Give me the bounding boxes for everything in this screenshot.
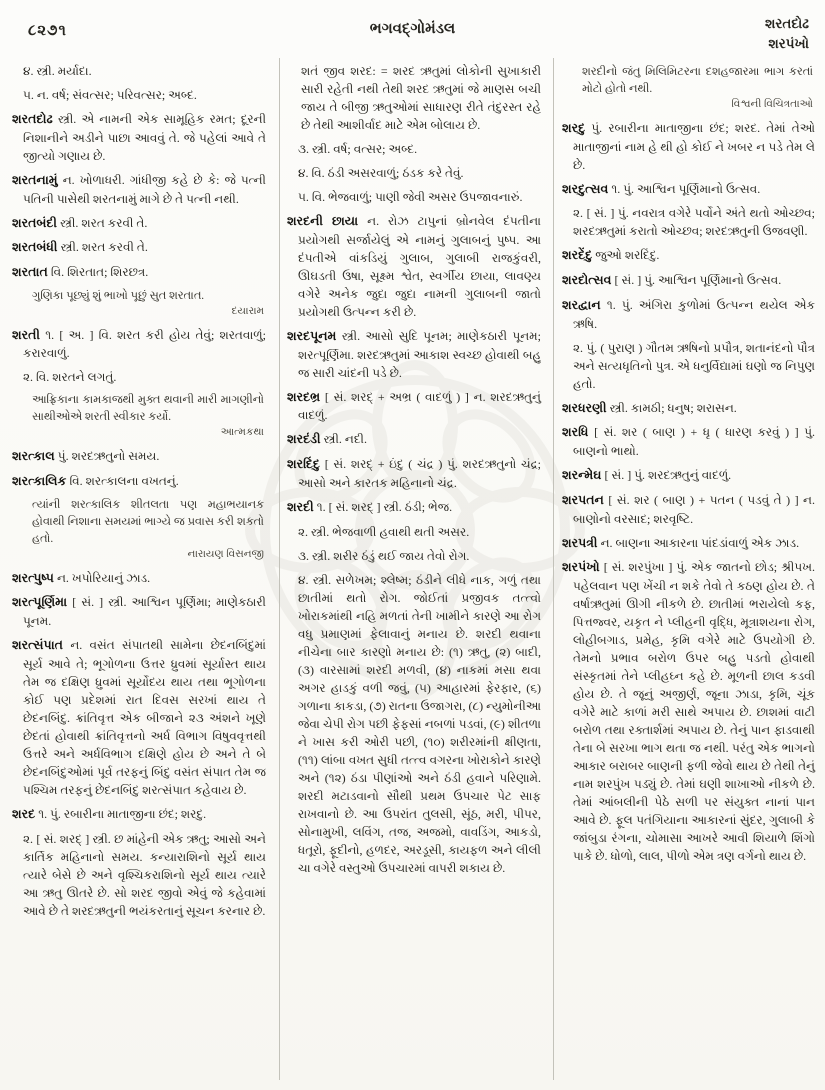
citation-quote: ત્યાંની શરત્કાલિક શીતલતા પણ મહાભયાનક હોવાથી નિશાના સમયમાં ભાગ્યે જ પ્રવાસ કરી શકતો હતો. <box>32 498 264 545</box>
entry-headword: શરતી <box>12 327 46 342</box>
dictionary-entry <box>562 466 815 485</box>
entry-body: વિ. શિરતાત; શિરછત્ર. <box>50 265 149 279</box>
sense-item: ૨. વિ. શરતને લગતું. <box>23 370 117 385</box>
dictionary-entry <box>562 119 815 174</box>
entry-body: ૧. પું. અંગિરા કુળોમાં ઉત્પન્ન થયેલ એક ઋષિ. <box>573 297 815 331</box>
dictionary-entry <box>562 271 815 290</box>
entry-body: ન. ખોળાધરી. ગાંધીજી કહે છે કે: જે પત્ની પતિની પાસેથી શરતનામું માગે છે તે પત્ની નથી. <box>23 172 266 206</box>
entry-body: ન. ખપોરિયાનું ઝાડ. <box>56 570 151 585</box>
entry-body: જુઓ શરદિંદુ. <box>595 248 660 263</box>
entry-headword: શરદેંદુ <box>562 248 596 263</box>
dictionary-entry <box>287 327 541 382</box>
entry-headword: શરધરણી <box>562 400 610 415</box>
text-columns <box>8 62 819 1084</box>
sense-item: ૩. સ્ત્રી. વર્ષ; વત્સર; અબ્દ. <box>298 142 418 156</box>
sense-item: ૨. સ્ત્રી. ભેજવાળી હવાથી થતી અસર. <box>298 524 470 539</box>
entry-headword: શરદુ <box>562 120 592 135</box>
dictionary-entry <box>12 636 266 799</box>
sense-item: ૪. વિ. ઠંડી અસરવાળું; ઠંડક કરે તેવું. <box>298 166 464 180</box>
entry-body: સ્ત્રી. શરત કરવી તે. <box>60 240 148 255</box>
dictionary-entry <box>287 455 541 492</box>
entry-body: [ સં. શરપુંખા ] પું. એક જાતનો છોડ; શ્રીપખ. પહેલવાન પણ ખેંચી ન શકે તેવો તે કઠણ હોય છે. તે વર્ષાઋતુમાં ઊગી નીકળે છે. છાતીમાં ભરાયેલો કફ, પિત્તજ્વર, યકૃત ને પ્લીહની વૃદ્ધિ, મૂત્રાશયના રોગ, લોહીબગાડ, પ્રમેહ, કૃમિ વગેરે માટે ઉપયોગી છે. તેમનો પ્રભાવ બરોળ ઉપર બહુ પડતો હોવાથી સંસ્કૃતમાં તેને પ્લીહઘ્ન કહે છે. મૂળની છાલ કડવી હોય છે. તે જૂનું અજીર્ણ, જૂના ઝાડા, કૃમિ, ચૂંક વગેરે માટે કાળાં મરી સાથે અપાય છે. છાશમાં વાટી બરોળ તથા રક્તાર્શમાં અપાય છે. તેનું પાન ફાડવાથી તેના બે સરખા ભાગ થતા જ નથી. પરંતુ એક ભાગનો આકાર બરાબર બાણની ફળી જેવો થાય છે તેથી તેનું નામ શરપુંખ પડ્યું છે. તેમાં ઘણી શાખાઓ નીકળે છે. તેમાં આંબલીની પેઠે સળી પર સંયુક્ત નાનાં પાન આવે છે. ફૂલ પતંગિયાના આકારનાં સુંદર, ગુલાબી કે જાંબુડા રંગના, ચોમાસા આખરે આવી શિયાળે શિંગો પાકે છે. ધોળો, લાલ, પીળો એમ ત્રણ વર્ગનો થાય છે. <box>573 560 815 864</box>
dictionary-entry <box>12 238 266 257</box>
citation-quote: ગુણિકા પૂછ્યું શું ભાખો પૂછું સુત શરતાત. <box>32 289 205 302</box>
dictionary-entry <box>12 805 266 824</box>
entry-headword: શરતબંધી <box>12 240 61 255</box>
citation-source: નારાયણ વિસનજી <box>187 548 264 560</box>
sense-item: ૫. વિ. ભેજવાળું; પાણી જેવી અસર ઉપજાવનારું. <box>298 190 523 204</box>
entry-headword: શરપત્રી <box>562 535 601 550</box>
entry-headword: શરત્કાલિક <box>12 474 70 489</box>
dictionary-entry <box>562 534 815 553</box>
entry-headword: શરદ્વાન <box>562 297 607 312</box>
entry-body: ૧. [ સં. શરદ્ ] સ્ત્રી. ઠંડી; ભેજ. <box>316 499 453 514</box>
entry-body: [ સં. શર ( બાણ ) + ધૃ ( ધારણ કરવું ) ] પું. બાણનો ભાથો. <box>573 425 815 459</box>
entry-body: ન. વસંત સંપાતથી સામેના છેદનબિંદુમાં સૂર્ય આવે તે; ભૂગોળના ઉત્તર ધ્રુવમાં સૂર્યાસ્ત થાય તેમ જ દક્ષિણ ધ્રુવમાં સૂર્યોદય થાય તથા ભૂગોળના કોઈ પણ પ્રદેશમાં રાત દિવસ સરખાં થાય તે છેદનબિંદુ. ક્રાંતિવૃત્ત એક બીજાને ૨૩ અંશને ખૂણે છેદતાં હોવાથી ક્રાંતિવૃત્તનો અર્ધ વિભાગ વિષુવવૃત્તથી ઉત્તરે અને અર્ધવિભાગ દક્ષિણે હોય છે અને તે બે છેદનબિંદુઓમાં પૂર્વ તરફનું બિંદુ વસંત સંપાત તેમ જ પશ્ચિમ તરફનું છેદનબિંદુ શરત્સંપાત કહેવાય છે. <box>23 638 266 797</box>
page-number: ૮૨૭૧ <box>28 23 67 39</box>
entry-headword: શરદંડી <box>287 432 324 447</box>
citation-source: વિશ્વની વિચિત્રતાઓ <box>731 98 813 110</box>
dictionary-entry <box>287 388 541 425</box>
sense-item: ૫. ન. વર્ષ; સંવત્સર; પરિવત્સર; અબ્દ. <box>23 88 197 102</box>
dictionary-entry <box>562 296 815 333</box>
dictionary-entry <box>12 326 266 363</box>
entry-body: [ સં. ] પું. શરદઋતુનું વાદળું. <box>604 468 732 483</box>
citation-quote: શરદીનો જંતુ મિલિમિટરના દશહજારમા ભાગ કરતાં મોટો હોતો નથી. <box>582 66 813 95</box>
dictionary-entry <box>12 171 266 208</box>
citation-block <box>32 288 264 318</box>
dictionary-entry <box>12 569 266 588</box>
dictionary-entry <box>562 180 815 199</box>
entry-body: [ સં. ] પું. આશ્વિન પૂર્ણિમાનો ઉત્સવ. <box>614 273 782 288</box>
entry-body: પું. રબારીના માતાજીના છંદ; શરદ. તેમાં તેઓ માતાજીનાં નામ હે થી હો કોઈ ને ખબર ન પડે તેમ લે છે. <box>573 120 815 172</box>
entry-body: [ સં. ] સ્ત્રી. આશ્વિન પૂર્ણિમા; માણેકઠારી પૂનમ. <box>23 595 266 629</box>
dictionary-title: ભગવદ્ગોમંડલ <box>369 21 456 37</box>
sense-item: ૨. [ સં. શરદ્ ] સ્ત્રી. છ માંહેની એક ઋતુ; આસો અને કાર્તિક મહિનાનો સમય. કન્યારાશિનો સૂર્ય થાય ત્યારે બેસે છે અને વૃશ્ચિકરાશિનો સૂર્ય થાય ત્યારે આ ઋતુ ઊતરે છે. સો શરદ જીવો એવું જે કહેવામાં આવે છે તે શરદઋતુની ભયંકરતાનું સૂચન કરનાર છે. <box>23 831 266 918</box>
guide-word-first: શરતદોઢ <box>765 16 809 31</box>
entry-headword: શરતાત <box>12 265 51 279</box>
dictionary-entry <box>12 447 266 466</box>
dictionary-entry <box>562 246 815 265</box>
dictionary-entry <box>12 593 266 630</box>
dictionary-entry <box>562 423 815 460</box>
sense-item: ૪. સ્ત્રી. સળેખમ; શ્લેષ્મ; ઠંડીને લીધે નાક, ગળું તથા છાતીમાં થતો રોગ. જોઈતાં પ્રજીવક તત્ત્વો ખોરાકમાંથી નહિ મળતાં તેની ખામીને કારણે આ રોગ વધુ પ્રમાણમાં ફેલાવાનું મનાય છે. શરદી થવાના નીચેના બાર કારણો મનાય છે: (૧) ઋતુ, (૨) બાદી, (૩) વારસામાં શરદી મળવી, (૪) નાકમાં મસા થવા અગર હાડકું વળી જવું, (૫) આહારમાં ફેરફાર, (૬) ગળાના કાકડા, (૭) રાતના ઉજાગરા, (૮) ન્યુમોનીઆ જેવા ચેપી રોગ પછી ફેફસાં નબળાં પડવાં, (૯) શીતળા ને ખાસ કરી ઓરી પછી, (૧૦) શરીરમાંની ક્ષીણતા, (૧૧) લાંબા વખત સુધી તત્ત્વ વગરના ખોરાકોને કારણે અને (૧૨) ઠંડા પીણાંઓ અને ઠંડી હવાને પરિણામે. શરદી મટાડવાનો સૌથી પ્રથમ ઉપચાર પેટ સાફ રાખવાનો છે. આ ઉપરાંત તુલસી, સૂંઠ, મરી, પીપર, સોનામુખી, લવિંગ, તજ, અજમો, વાવડિંગ, આકડો, ધતૂરો, ફૂદીનો, હળદર, અરડૂસી, કાયફળ અને લીલી ચા વગેરે વસ્તુઓ ઉપચારમાં વાપરી શકાય છે. <box>298 572 542 875</box>
dictionary-entry <box>287 212 541 321</box>
sense-item: ૩. સ્ત્રી. શરીર ઠંડું થઈ જાય તેવો રોગ. <box>298 548 470 563</box>
entry-body: સ્ત્રી. આસો સુદિ પૂનમ; માણેકઠારી પૂનમ; શરત્પૂર્ણિમા. શરદઋતુમાં આકાશ સ્વચ્છ હોવાથી બહુ જ સારી ચાંદની પડે છે. <box>298 328 541 380</box>
dictionary-entry <box>12 110 266 165</box>
column-2 <box>283 62 545 1084</box>
entry-headword: શરદની છાયા <box>287 214 368 228</box>
dictionary-entry <box>12 214 266 233</box>
guide-words <box>765 14 809 53</box>
entry-body: ન. રોઝ ટાપુનાં બ્રોનવેલ દંપતીના પ્રયોગથી સર્જાયેલું એ નામનું ગુલાબનું પુષ્પ. આ દંપતીએ વાંકડિયું ગુલાબ, ગુલાબી રાજકુંવરી, ઊઘડતી ઉષા, સૂક્ષ્મ શ્વેત, સ્વર્ગીય છાયા, લાવણ્ય વગેરે અનેક જુદા જુદા નામની ગુલાબની જાતો પ્રયોગથી ઉત્પન્ન કરી છે. <box>298 214 541 319</box>
sense-item: ૨. [ સં. ] પું. નવરાત્ર વગેરે પર્વોને અંતે થતો ઓચ્છવ; શરદઋતુમાં કરાતો ઓચ્છવ; શરદઋતુની ઉજવણી. <box>573 206 815 239</box>
dictionary-entry <box>562 491 815 528</box>
entry-headword: શરદોત્સવ <box>562 273 615 288</box>
entry-body: સ્ત્રી. શરત કરવી તે. <box>60 215 148 230</box>
entry-body: ૧. પું. આશ્વિન પૂર્ણિમાનો ઉત્સવ. <box>611 181 761 196</box>
entry-body: સ્ત્રી. એ નામની એક સામૂહિક રમત; દૂરની નિશાનીને અડીને પાછા આવવું તે. જે પહેલાં આવે તે જીત્યો ગણાય છે. <box>23 112 266 163</box>
entry-body: સ્ત્રી. કામઠી; ધનુષ; શરાસન. <box>609 400 737 415</box>
column-3 <box>558 62 819 1084</box>
citation-quote: આફ્રિકાના કામકાજથી મુક્ત થવાની મારી માગણીનો સાથીઓએ શરતી સ્વીકાર કર્યો. <box>32 394 264 424</box>
entry-body: સ્ત્રી. નદી. <box>323 432 367 447</box>
dictionary-entry <box>287 498 541 517</box>
dictionary-entry <box>12 472 266 491</box>
citation-source: દયારામ <box>231 305 264 317</box>
entry-headword: શરતદોઢ <box>12 112 59 126</box>
entry-body: વિ. શરત્કાલના વખતનું. <box>69 474 179 489</box>
entry-body: [ સં. શર ( બાણ ) + પતન ( પડવું તે ) ] ન. બાણોનો વરસાદ; શરવૃષ્ટિ. <box>573 492 815 526</box>
entry-headword: શરત્પુષ્પ <box>12 570 57 585</box>
citation-block <box>32 392 264 439</box>
entry-headword: શરત્પૂર્ણિમા <box>12 595 73 610</box>
dictionary-entry <box>12 263 266 282</box>
dictionary-entry <box>287 430 541 449</box>
dictionary-entry <box>562 558 815 865</box>
entry-headword: શરદિંદુ <box>287 457 325 471</box>
entry-headword: શરધિ <box>562 425 595 440</box>
entry-headword: શરપંખો <box>562 560 604 575</box>
entry-body: [ સં. શરદ્ + ઇંદુ ( ચંદ્ર ) પું. શરદઋતુનો ચંદ્ર; આસો અને કારતક મહિનાનો ચંદ્ર. <box>298 457 541 490</box>
usage-note: શતં જીવ શરદ: = શરદ ઋતુમાં લોકોની સુખાકારી સારી રહેતી નથી તેથી શરદ ઋતુમાં જે માણસ બચી જાય તે બીજી ઋતુઓમાં સાધારણ રીતે તંદુરસ્ત રહે છે તેથી આશીર્વાદ માટે એમ બોલાય છે. <box>301 64 541 132</box>
entry-body: પું. શરદઋતુનો સમય. <box>57 449 160 464</box>
page-header <box>0 14 825 62</box>
column-1 <box>8 62 270 1084</box>
entry-headword: શરપતન <box>562 492 609 507</box>
sense-item: ૨. પું. ( પુરાણ ) ગૌતમ ઋષિનો પ્રપૌત્ર, શતાનંદનો પૌત્ર અને સત્યધૃતિનો પુત્ર. એ ધનુર્વિદ્યામાં ઘણો જ નિપુણ હતો. <box>573 340 815 391</box>
entry-headword: શરદ <box>12 806 39 821</box>
citation-block <box>582 64 813 111</box>
entry-headword: શરત્સંપાત <box>12 638 71 653</box>
entry-headword: શરતનામું <box>12 172 63 187</box>
entry-headword: શરન્મેઘ <box>562 468 605 483</box>
sense-item: ૪. સ્ત્રી. મર્યાદા. <box>23 64 92 78</box>
entry-headword: શરદપૂનમ <box>287 328 342 343</box>
entry-headword: શરત્કાલ <box>12 449 58 464</box>
entry-body: ન. બાણના આકારના પાંદડાંવાળું એક ઝાડ. <box>600 535 800 550</box>
entry-headword: શરદુત્સવ <box>562 181 612 196</box>
dictionary-entry <box>562 399 815 418</box>
entry-headword: શરદી <box>287 499 317 514</box>
entry-headword: શરદભ્ર <box>287 389 325 404</box>
citation-block <box>32 497 264 561</box>
entry-headword: શરતબંદી <box>12 215 61 230</box>
entry-body: [ સં. શરદ્ + અભ્ર ( વાદળું ) ] ન. શરદઋતુનું વાદળું. <box>298 389 541 423</box>
entry-body: ૧. પું. રબારીના માતાજીના છંદ; શરદુ. <box>38 806 207 821</box>
citation-source: આત્મકથા <box>220 427 264 439</box>
entry-body: ૧. [ અ. ] વિ. શરત કરી હોય તેવું; શરતવાળું; કરારવાળું. <box>23 327 267 361</box>
guide-word-last: શરપંખો <box>768 35 809 51</box>
